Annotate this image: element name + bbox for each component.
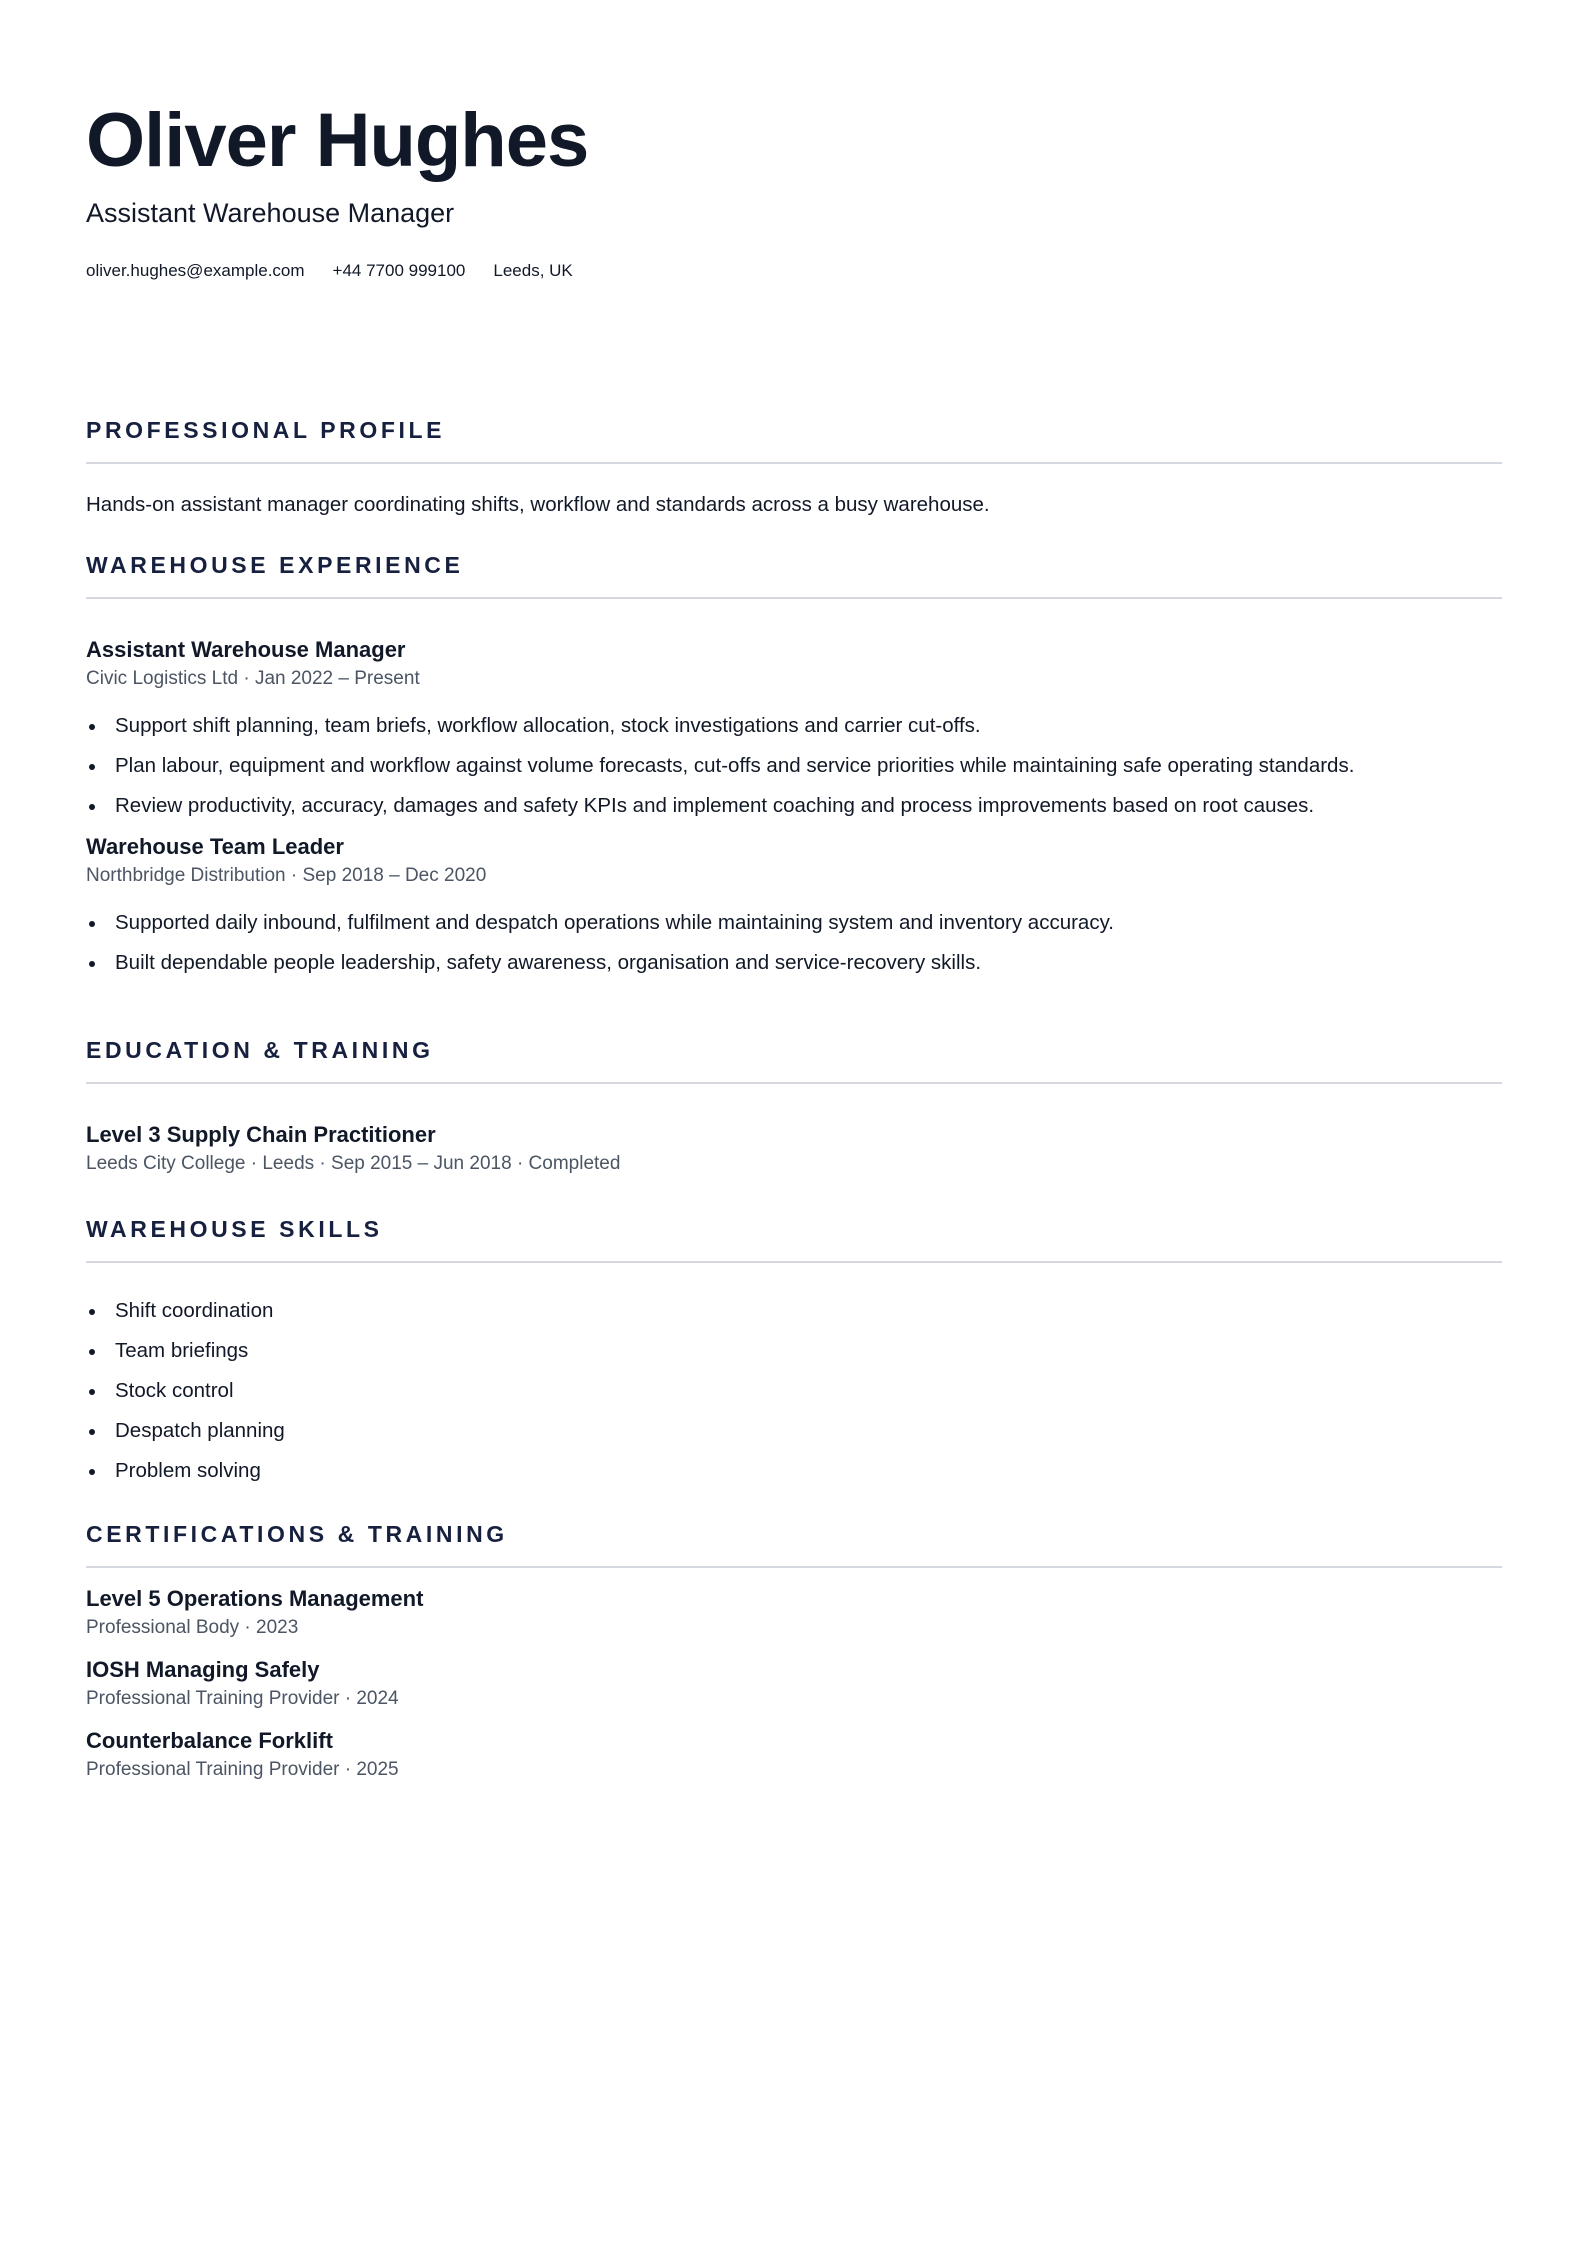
certification-meta: Professional Body · 2023 [86,1617,299,1638]
skill-item: Team briefings [86,1337,1502,1365]
candidate-name: Oliver Hughes [86,98,589,183]
section-divider [86,1261,1502,1263]
job-bullets [86,909,1502,977]
education-meta: Leeds City College · Leeds · Sep 2015 – Jun 2018 · Completed [86,1153,621,1174]
profile-summary: Hands-on assistant manager coordinating shifts, workflow and standards across a busy warehouse. [86,493,990,516]
job-bullets [86,712,1502,820]
candidate-headline: Assistant Warehouse Manager [86,198,455,228]
section-title-skills: WAREHOUSE SKILLS [86,1216,383,1242]
contact-email: oliver.hughes@example.com [86,261,305,280]
job-meta: Civic Logistics Ltd · Jan 2022 – Present [86,668,420,689]
job-bullet: Support shift planning, team briefs, workflow allocation, stock investigations and carrier cut-offs. [86,712,1502,740]
section-title-profile: PROFESSIONAL PROFILE [86,417,446,443]
contact-line [86,260,573,282]
job-role: Warehouse Team Leader [86,834,344,859]
bullet-dot-icon [89,1389,95,1395]
skill-item: Stock control [86,1377,1502,1405]
profile-section [86,416,1502,519]
section-divider [86,1566,1502,1568]
bullet-dot-icon [89,1309,95,1315]
job-entry [86,636,1502,820]
skills-section [86,1215,1502,1497]
bullet-dot-icon [89,764,95,770]
certification-meta: Professional Training Provider · 2025 [86,1759,399,1780]
education-entry [86,1121,1502,1176]
section-title-experience: WAREHOUSE EXPERIENCE [86,552,464,578]
skills-list [86,1297,1502,1485]
certification-name: Level 5 Operations Management [86,1586,424,1611]
certification-entry [86,1656,1502,1711]
section-title-certifications: CERTIFICATIONS & TRAINING [86,1521,508,1547]
section-divider [86,462,1502,464]
skill-item: Shift coordination [86,1297,1502,1325]
job-role: Assistant Warehouse Manager [86,637,406,662]
job-meta: Northbridge Distribution · Sep 2018 – Dec 2020 [86,865,487,886]
section-divider [86,1082,1502,1084]
contact-phone: +44 7700 999100 [332,261,466,280]
education-name: Level 3 Supply Chain Practitioner [86,1122,436,1147]
job-bullet: Built dependable people leadership, safety awareness, organisation and service-recovery skills. [86,949,1502,977]
job-bullet: Review productivity, accuracy, damages and safety KPIs and implement coaching and process improvements based on root causes. [86,792,1502,820]
certifications-section [86,1520,1502,1798]
certification-name: Counterbalance Forklift [86,1728,333,1753]
job-entry [86,833,1502,977]
bullet-dot-icon [89,1469,95,1475]
bullet-dot-icon [89,1349,95,1355]
bullet-dot-icon [89,804,95,810]
certification-entry [86,1727,1502,1782]
certification-entry [86,1585,1502,1640]
bullet-dot-icon [89,1429,95,1435]
job-bullet: Supported daily inbound, fulfilment and despatch operations while maintaining system and inventory accuracy. [86,909,1502,937]
skill-item: Problem solving [86,1457,1502,1485]
education-section [86,1036,1502,1176]
contact-location: Leeds, UK [493,261,573,280]
section-divider [86,597,1502,599]
certification-name: IOSH Managing Safely [86,1657,320,1682]
section-title-education: EDUCATION & TRAINING [86,1037,434,1063]
skill-item: Despatch planning [86,1417,1502,1445]
job-bullet: Plan labour, equipment and workflow against volume forecasts, cut-offs and service priorities while maintaining safe operating standards. [86,752,1502,780]
bullet-dot-icon [89,724,95,730]
experience-section [86,551,1502,989]
bullet-dot-icon [89,921,95,927]
bullet-dot-icon [89,961,95,967]
certification-meta: Professional Training Provider · 2024 [86,1688,399,1709]
certifications-list [86,1585,1502,1782]
